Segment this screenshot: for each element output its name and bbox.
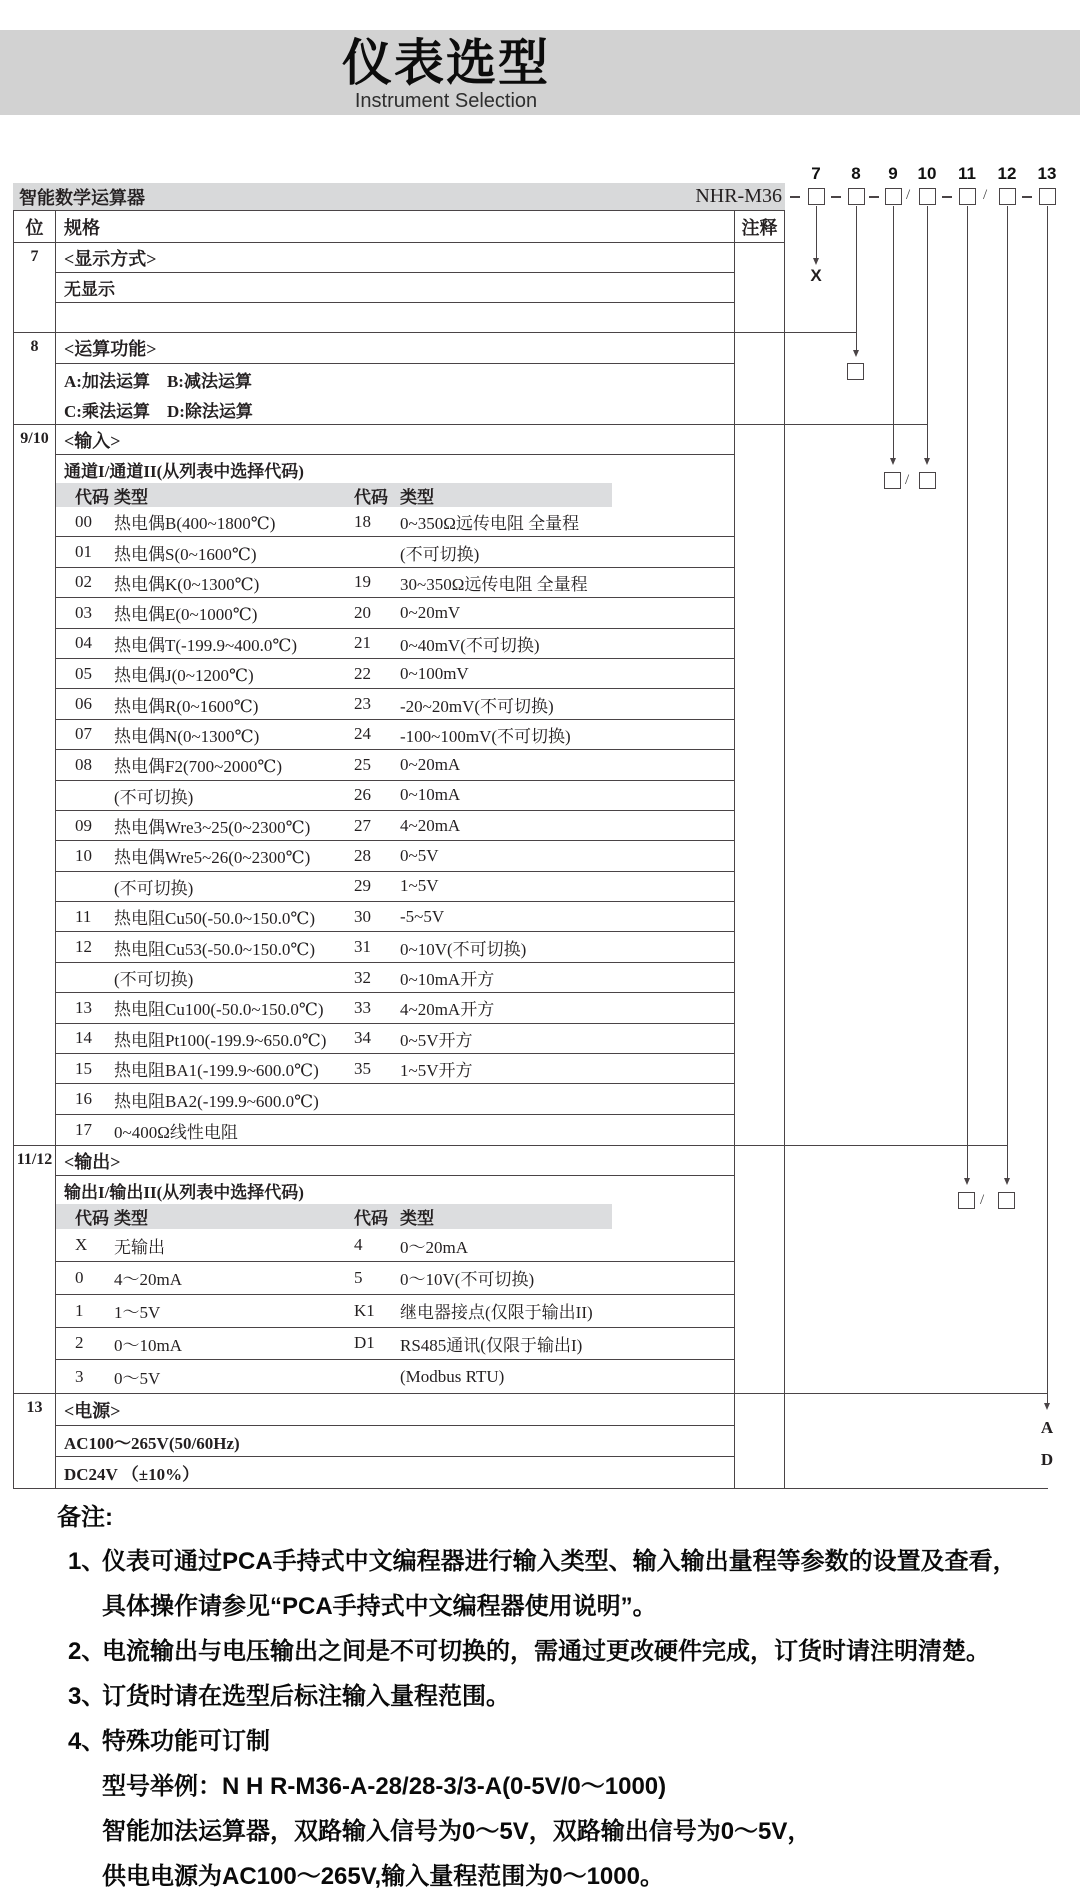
- code-header-cell: 代码: [354, 487, 388, 507]
- dash-separator: [869, 196, 879, 198]
- note-number: 1、: [68, 1548, 106, 1575]
- section-position: 7: [14, 243, 56, 332]
- code-row: [56, 963, 734, 993]
- code-value: 00: [75, 511, 92, 531]
- table-section: [14, 1145, 784, 1393]
- code-value: 26: [354, 785, 371, 805]
- note-text: 订货时请在选型后标注输入量程范围。: [102, 1683, 510, 1710]
- code-type: 1～5V: [114, 1303, 161, 1323]
- code-header-cell: 类型: [114, 1209, 148, 1229]
- note-line: [57, 1716, 1067, 1761]
- code-type: 1~5V: [400, 876, 439, 896]
- code-value: 1: [75, 1300, 84, 1320]
- code-type: (不可切换): [114, 878, 194, 898]
- note-cell: [734, 1146, 784, 1393]
- model-code-box: [885, 188, 902, 205]
- table-section: [14, 424, 784, 1145]
- code-row: [56, 841, 734, 871]
- position-number: 12: [997, 164, 1017, 183]
- code-type: 0～5V: [114, 1369, 161, 1389]
- option-box: [958, 1192, 975, 1209]
- code-type: 0~20mV: [400, 602, 461, 622]
- connector-line: [967, 206, 968, 1178]
- code-value: 29: [354, 876, 371, 896]
- note-text: 具体操作请参见“PCA手持式中文编程器使用说明”。: [102, 1593, 657, 1620]
- spec-row: DC24V （±10%）: [64, 1465, 200, 1485]
- position-number: 10: [917, 164, 937, 183]
- code-type: 热电偶E(0~1000℃): [114, 605, 258, 625]
- code-type: -100~100mV(不可切换): [400, 726, 571, 746]
- code-type: -5~5V: [400, 906, 445, 926]
- code-type: 热电偶K(0~1300℃): [114, 574, 260, 594]
- code-type: 4～20mA: [114, 1270, 182, 1290]
- code-row: [56, 993, 734, 1023]
- spec-row: <显示方式>: [56, 243, 734, 273]
- code-row: [56, 1229, 734, 1262]
- code-row: [56, 598, 734, 628]
- note-number: 2、: [68, 1638, 106, 1665]
- connector-line: [785, 1488, 1048, 1489]
- code-table-header-band: [56, 1204, 612, 1229]
- section-spec: [56, 1394, 734, 1488]
- code-row: [56, 659, 734, 689]
- model-code-box: [1039, 188, 1056, 205]
- position-number: 13: [1037, 164, 1057, 183]
- note-line: [57, 1581, 1067, 1626]
- code-value: 2: [75, 1333, 84, 1353]
- code-type: 热电偶Wre3~25(0~2300℃): [114, 818, 311, 838]
- connector-line: [927, 206, 928, 458]
- note-text: 电流输出与电压输出之间是不可切换的，需通过更改硬件完成，订货时请注明清楚。: [102, 1638, 990, 1665]
- code-value: 11: [75, 906, 92, 926]
- arrow-down-icon: [813, 258, 819, 265]
- code-value: 08: [75, 754, 92, 774]
- model-code-box: [808, 188, 825, 205]
- spec-row: 通道I/通道II(从列表中选择代码): [64, 461, 304, 481]
- code-value: 4: [354, 1235, 363, 1255]
- code-header-cell: 类型: [400, 1209, 434, 1229]
- arrow-down-icon: [890, 458, 896, 465]
- code-value: 01: [75, 542, 92, 562]
- section-position: 9/10: [14, 425, 56, 1145]
- slash-separator: /: [983, 187, 988, 203]
- note-text: 供电电源为AC100～265V,输入量程范围为0～1000。: [102, 1863, 664, 1890]
- position13-value-d: D: [1040, 1450, 1054, 1469]
- note-line: [57, 1671, 1067, 1716]
- code-type: 热电偶J(0~1200℃): [114, 666, 254, 686]
- code-row: [56, 1295, 734, 1328]
- code-row: [56, 1262, 734, 1295]
- code-type: (不可切换): [114, 787, 194, 807]
- position-number: 8: [851, 164, 861, 183]
- code-type: 0~10mA开方: [400, 970, 495, 990]
- code-value: 28: [354, 845, 371, 865]
- code-value: D1: [354, 1333, 375, 1353]
- note-cell: [734, 425, 784, 1145]
- section-position: 8: [14, 333, 56, 424]
- code-type: 继电器接点(仅限于输出II): [400, 1303, 593, 1323]
- note-cell: [734, 333, 784, 424]
- dash-separator: [790, 196, 800, 198]
- position7-value: X: [810, 266, 822, 285]
- note-line: [57, 1536, 1067, 1581]
- code-row: [56, 902, 734, 932]
- model-code-box: [919, 188, 936, 205]
- code-header-cell: 类型: [400, 487, 434, 507]
- option-box: [919, 472, 936, 489]
- arrow-down-icon: [964, 1178, 970, 1185]
- notes-items: [57, 1536, 1067, 1895]
- code-table-header: [56, 483, 734, 507]
- note-number: 3、: [68, 1683, 106, 1710]
- code-type: 0～20mA: [400, 1237, 468, 1257]
- arrow-down-icon: [924, 458, 930, 465]
- table-header-row: [14, 211, 784, 242]
- option-box: [998, 1192, 1015, 1209]
- code-value: 03: [75, 602, 92, 622]
- code-type: 0～10mA: [114, 1335, 182, 1355]
- option-slash: /: [980, 1192, 985, 1208]
- section-position: 11/12: [14, 1146, 56, 1393]
- code-row: [56, 872, 734, 902]
- code-header-cell: 代码: [75, 487, 109, 507]
- code-value: 35: [354, 1058, 371, 1078]
- title-block: [0, 30, 892, 115]
- spec-row: <输出>: [56, 1146, 734, 1176]
- spec-row: C:乘法运算 D:除法运算: [64, 401, 253, 421]
- note-cell: [734, 1394, 784, 1488]
- note-line: [57, 1626, 1067, 1671]
- model-code-box: [999, 188, 1016, 205]
- code-value: 19: [354, 572, 371, 592]
- code-value: 06: [75, 694, 92, 714]
- code-value: X: [75, 1235, 88, 1255]
- position-number: 7: [811, 164, 821, 183]
- code-type: (不可切换): [114, 970, 194, 990]
- code-value: 0: [75, 1267, 84, 1287]
- code-value: 04: [75, 633, 92, 653]
- code-type: 热电阻Cu100(-50.0~150.0℃): [114, 1000, 324, 1020]
- model-code-box: [959, 188, 976, 205]
- code-value: 07: [75, 724, 92, 744]
- column-header-position: 位: [14, 211, 56, 242]
- code-row: [56, 1328, 734, 1361]
- code-value: 12: [75, 937, 92, 957]
- spec-row: [56, 303, 734, 332]
- connector-line: [816, 206, 817, 258]
- table-section: [14, 1393, 784, 1488]
- code-value: 16: [75, 1089, 92, 1109]
- code-value: 24: [354, 724, 371, 744]
- table-sections: [14, 242, 784, 1488]
- spec-row: AC100～265V(50/60Hz): [56, 1426, 734, 1457]
- arrow-down-icon: [853, 350, 859, 357]
- code-type: 0~350Ω远传电阻 全量程: [400, 514, 580, 534]
- dash-separator: [1022, 196, 1032, 198]
- section-spec: [56, 1146, 734, 1393]
- note-cell: [734, 243, 784, 332]
- code-type: 无输出: [114, 1237, 165, 1257]
- product-name: 智能数学运算器: [19, 187, 145, 208]
- spec-row: <电源>: [56, 1394, 734, 1426]
- connector-line: [1007, 206, 1008, 1178]
- code-type: 0~5V: [400, 845, 439, 865]
- code-type: 0~40mV(不可切换): [400, 635, 540, 655]
- table-section: [14, 242, 784, 332]
- code-type: 热电阻Cu50(-50.0~150.0℃): [114, 909, 316, 929]
- code-type: 30~350Ω远传电阻 全量程: [400, 574, 588, 594]
- section-spec: [56, 425, 734, 1145]
- code-value: 17: [75, 1120, 92, 1139]
- option-box: [847, 363, 864, 380]
- section-spec: [56, 333, 734, 424]
- code-header-cell: 类型: [114, 487, 148, 507]
- code-value: 5: [354, 1267, 363, 1287]
- code-row: [56, 507, 734, 537]
- option-box: [884, 472, 901, 489]
- code-type: 热电阻BA1(-199.9~600.0℃): [114, 1061, 319, 1081]
- connector-line: [785, 424, 928, 425]
- code-value: 31: [354, 937, 371, 957]
- code-type: 1~5V开方: [400, 1061, 473, 1081]
- code-type: 4~20mA开方: [400, 1000, 495, 1020]
- section-spec: [56, 243, 734, 332]
- code-row: [56, 781, 734, 811]
- notes-label: 备注:: [57, 1503, 113, 1531]
- code-value: 32: [354, 967, 371, 987]
- code-value: 14: [75, 1028, 92, 1048]
- code-type: 热电偶F2(700~2000℃): [114, 757, 282, 777]
- code-row: [56, 750, 734, 780]
- code-value: 09: [75, 815, 92, 835]
- code-value: 10: [75, 845, 92, 865]
- spec-row: <输入>: [56, 425, 734, 455]
- arrow-down-icon: [1004, 1178, 1010, 1185]
- connector-line: [856, 206, 857, 350]
- code-type: 热电偶B(400~1800℃): [114, 514, 276, 534]
- code-value: 34: [354, 1028, 371, 1048]
- code-type: 0~20mA: [400, 754, 461, 774]
- table-section: [14, 332, 784, 424]
- notes: [57, 1492, 1067, 1895]
- code-row: [56, 689, 734, 719]
- note-text: 仪表可通过PCA手持式中文编程器进行输入类型、输入输出量程等参数的设置及查看，: [102, 1548, 1017, 1575]
- code-type: (Modbus RTU): [400, 1366, 505, 1386]
- code-header-cell: 代码: [75, 1209, 109, 1229]
- code-type: 0~400Ω线性电阻: [114, 1122, 238, 1142]
- code-header-cell: 代码: [354, 1209, 388, 1229]
- connector-line: [785, 332, 857, 333]
- code-type: 0～10V(不可切换): [400, 1270, 535, 1290]
- code-row: [56, 1054, 734, 1084]
- model-band: [13, 183, 785, 210]
- page-title: 仪表选型: [342, 35, 550, 91]
- spec-row: <运算功能>: [56, 333, 734, 364]
- code-value: 23: [354, 694, 371, 714]
- code-value: 18: [354, 511, 371, 531]
- note-line: [57, 1806, 1067, 1851]
- code-type: 热电阻BA2(-199.9~600.0℃): [114, 1091, 319, 1111]
- code-type: 热电阻Pt100(-199.9~650.0℃): [114, 1030, 327, 1050]
- code-value: 15: [75, 1058, 92, 1078]
- code-row: [56, 811, 734, 841]
- code-value: 21: [354, 633, 371, 653]
- code-value: 13: [75, 997, 92, 1017]
- column-header-spec: 规格: [64, 217, 100, 238]
- code-value: 02: [75, 572, 92, 592]
- model-code: NHR-M36: [695, 185, 782, 207]
- option-slash: /: [905, 472, 910, 488]
- column-header-note: 注释: [734, 211, 784, 242]
- code-type: (不可切换): [400, 544, 480, 564]
- code-row: [56, 720, 734, 750]
- connector-line: [785, 1145, 1008, 1146]
- code-type: 0~10V(不可切换): [400, 939, 527, 959]
- code-type: 0~100mV: [400, 663, 469, 683]
- code-value: 33: [354, 997, 371, 1017]
- code-value: 22: [354, 663, 371, 683]
- code-row: [56, 629, 734, 659]
- title-band: [0, 30, 1080, 115]
- code-row: [56, 537, 734, 567]
- slash-separator: /: [906, 187, 911, 203]
- code-table-header-band: [56, 483, 612, 507]
- code-row: [56, 568, 734, 598]
- code-type: 热电偶Wre5~26(0~2300℃): [114, 848, 311, 868]
- connector-line: [1047, 206, 1048, 1403]
- code-type: 热电偶N(0~1300℃): [114, 726, 260, 746]
- code-type: -20~20mV(不可切换): [400, 696, 554, 716]
- code-value: 3: [75, 1366, 84, 1386]
- note-text: 智能加法运算器，双路输入信号为0～5V，双路输出信号为0～5V，: [102, 1818, 812, 1845]
- code-type: 0~10mA: [400, 785, 461, 805]
- code-value: 05: [75, 663, 92, 683]
- connector-line: [785, 1393, 1048, 1394]
- note-text: 型号举例：N H R-M36-A-28/28-3/3-A(0-5V/0～1000): [102, 1773, 667, 1800]
- code-row: [56, 1024, 734, 1054]
- spec-row: 输出I/输出II(从列表中选择代码): [64, 1182, 304, 1202]
- position-number: 11: [958, 164, 976, 183]
- code-value: 27: [354, 815, 371, 835]
- page-subtitle: Instrument Selection: [354, 90, 538, 112]
- note-number: 4、: [68, 1728, 106, 1755]
- code-type: 热电阻Cu53(-50.0~150.0℃): [114, 939, 316, 959]
- code-type: 热电偶S(0~1600℃): [114, 544, 257, 564]
- code-value: 30: [354, 906, 371, 926]
- code-type: 4~20mA: [400, 815, 461, 835]
- code-type: 热电偶R(0~1600℃): [114, 696, 259, 716]
- section-position: 13: [14, 1394, 56, 1488]
- note-line: [57, 1761, 1067, 1806]
- code-value: 20: [354, 602, 371, 622]
- code-value: K1: [354, 1300, 375, 1320]
- spec-row: A:加法运算 B:减法运算: [64, 371, 252, 391]
- code-row: [56, 932, 734, 962]
- code-table-header: [56, 1204, 734, 1229]
- dash-separator: [942, 196, 952, 198]
- note-line: [57, 1851, 1067, 1895]
- code-value: 25: [354, 754, 371, 774]
- code-row: [56, 1115, 734, 1145]
- code-type: 热电偶T(-199.9~400.0℃): [114, 635, 298, 655]
- position13-value-a: A: [1040, 1418, 1054, 1437]
- connector-line: [893, 206, 894, 458]
- arrow-down-icon: [1044, 1403, 1050, 1410]
- code-row: [56, 1360, 734, 1393]
- code-type: 0~5V开方: [400, 1030, 473, 1050]
- code-type: RS485通讯(仅限于输出I): [400, 1335, 583, 1355]
- position-number: 9: [888, 164, 898, 183]
- spec-row: 无显示: [56, 273, 734, 303]
- dash-separator: [831, 196, 841, 198]
- code-row: [56, 1084, 734, 1114]
- selection-table: [13, 210, 785, 1489]
- note-text: 特殊功能可订制: [102, 1728, 270, 1755]
- model-code-box: [848, 188, 865, 205]
